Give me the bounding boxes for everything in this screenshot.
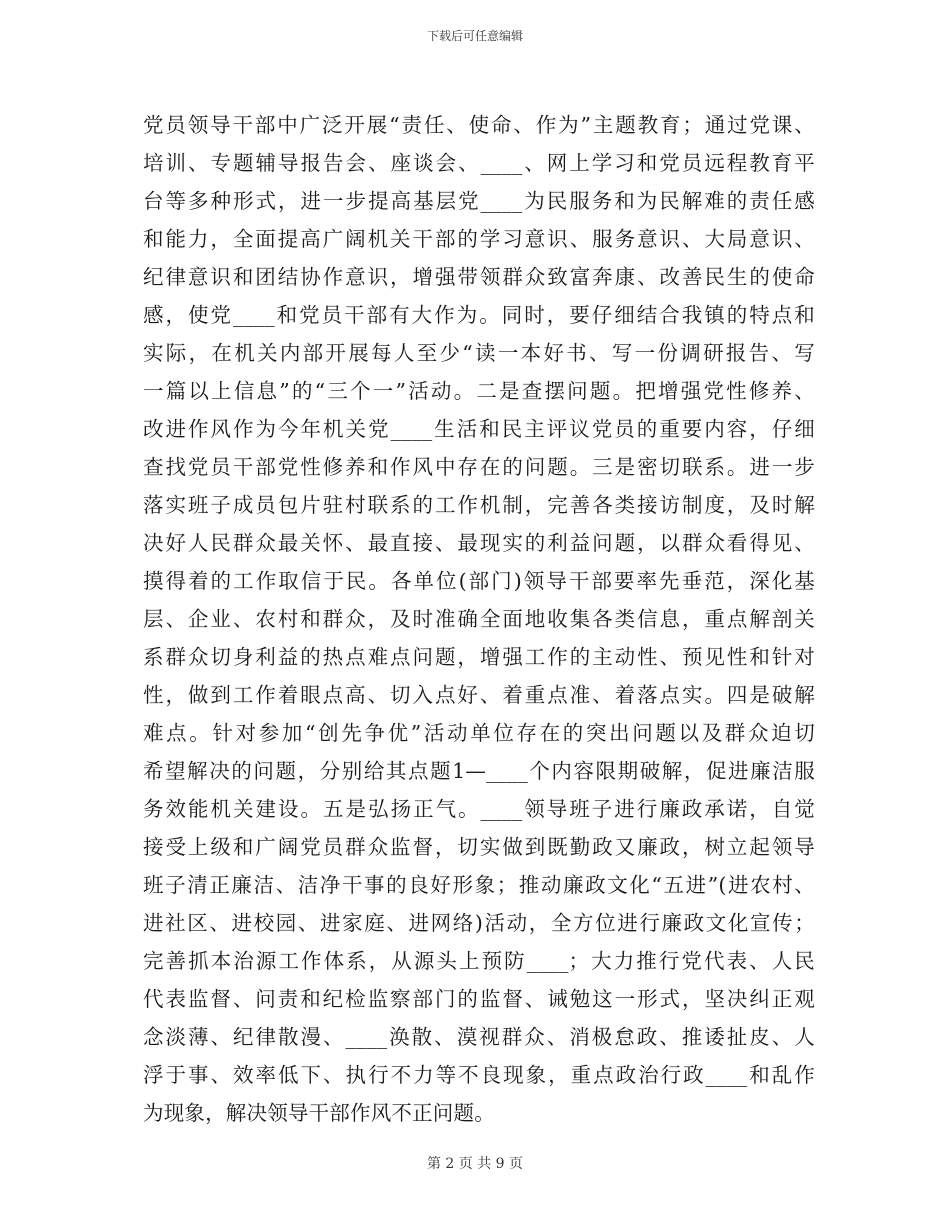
body-line: 难点。针对参加“创先争优”活动单位存在的突出问题以及群众迫切 (143, 721, 815, 745)
body-line: 纪律意识和团结协作意识，增强带领群众致富奔康、改善民生的使命 (143, 265, 815, 289)
body-line: 落实班子成员包片驻村联系的工作机制，完善各类接访制度，及时解 (143, 493, 815, 517)
body-line: 决好人民群众最关怀、最直接、最现实的利益问题，以群众看得见、 (143, 531, 815, 555)
body-line: 代表监督、问责和纪检监察部门的监督、诫勉这一形式，坚决纠正观 (143, 987, 815, 1011)
body-line: 一篇以上信息”的“三个一”活动。二是查摆问题。把增强党性修养、 (143, 379, 815, 403)
body-line: 念淡薄、纪律散漫、____涣散、漠视群众、消极怠政、推诿扯皮、人 (143, 1025, 815, 1049)
body-line: 和能力，全面提高广阔机关干部的学习意识、服务意识、大局意识、 (143, 227, 815, 251)
body-line: 务效能机关建设。五是弘扬正气。____领导班子进行廉政承诺，自觉 (143, 797, 815, 821)
body-line: 查找党员干部党性修养和作风中存在的问题。三是密切联系。进一步 (143, 455, 815, 479)
page-header-note: 下载后可任意编辑 (426, 29, 523, 43)
body-line: 感，使党____和党员干部有大作为。同时，要仔细结合我镇的特点和 (143, 303, 815, 327)
body-line: 摸得着的工作取信于民。各单位(部门)领导干部要率先垂范，深化基 (143, 569, 815, 593)
body-line: 实际，在机关内部开展每人至少“读一本好书、写一份调研报告、写 (143, 341, 815, 365)
body-line: 改进作风作为今年机关党____生活和民主评议党员的重要内容，仔细 (143, 417, 815, 441)
body-line: 班子清正廉洁、洁净干事的良好形象；推动廉政文化“五进”(进农村、 (143, 873, 815, 897)
body-line-last: 为现象，解决领导干部作风不正问题。 (143, 1101, 495, 1125)
body-line: 性，做到工作着眼点高、切入点好、着重点准、着落点实。四是破解 (143, 683, 815, 707)
body-line: 希望解决的问题，分别给其点题1—____个内容限期破解，促进廉洁服 (143, 759, 815, 783)
body-line: 层、企业、农村和群众，及时准确全面地收集各类信息，重点解剖关 (143, 607, 815, 631)
document-body (143, 106, 815, 1132)
body-line: 接受上级和广阔党员群众监督，切实做到既勤政又廉政，树立起领导 (143, 835, 815, 859)
body-line: 培训、专题辅导报告会、座谈会、____、网上学习和党员远程教育平 (143, 151, 815, 175)
body-line: 台等多种形式，进一步提高基层党____为民服务和为民解难的责任感 (143, 189, 815, 213)
body-line: 浮于事、效率低下、执行不力等不良现象，重点政治行政____和乱作 (143, 1063, 815, 1087)
body-line: 党员领导干部中广泛开展“责任、使命、作为”主题教育；通过党课、 (143, 113, 815, 137)
body-line: 系群众切身利益的热点难点问题，增强工作的主动性、预见性和针对 (143, 645, 815, 669)
page-number: 第 2 页 共 9 页 (426, 1156, 524, 1172)
body-line: 完善抓本治源工作体系，从源头上预防____；大力推行党代表、人民 (143, 949, 815, 973)
body-line: 进社区、进校园、进家庭、进网络)活动，全方位进行廉政文化宣传； (143, 911, 815, 935)
